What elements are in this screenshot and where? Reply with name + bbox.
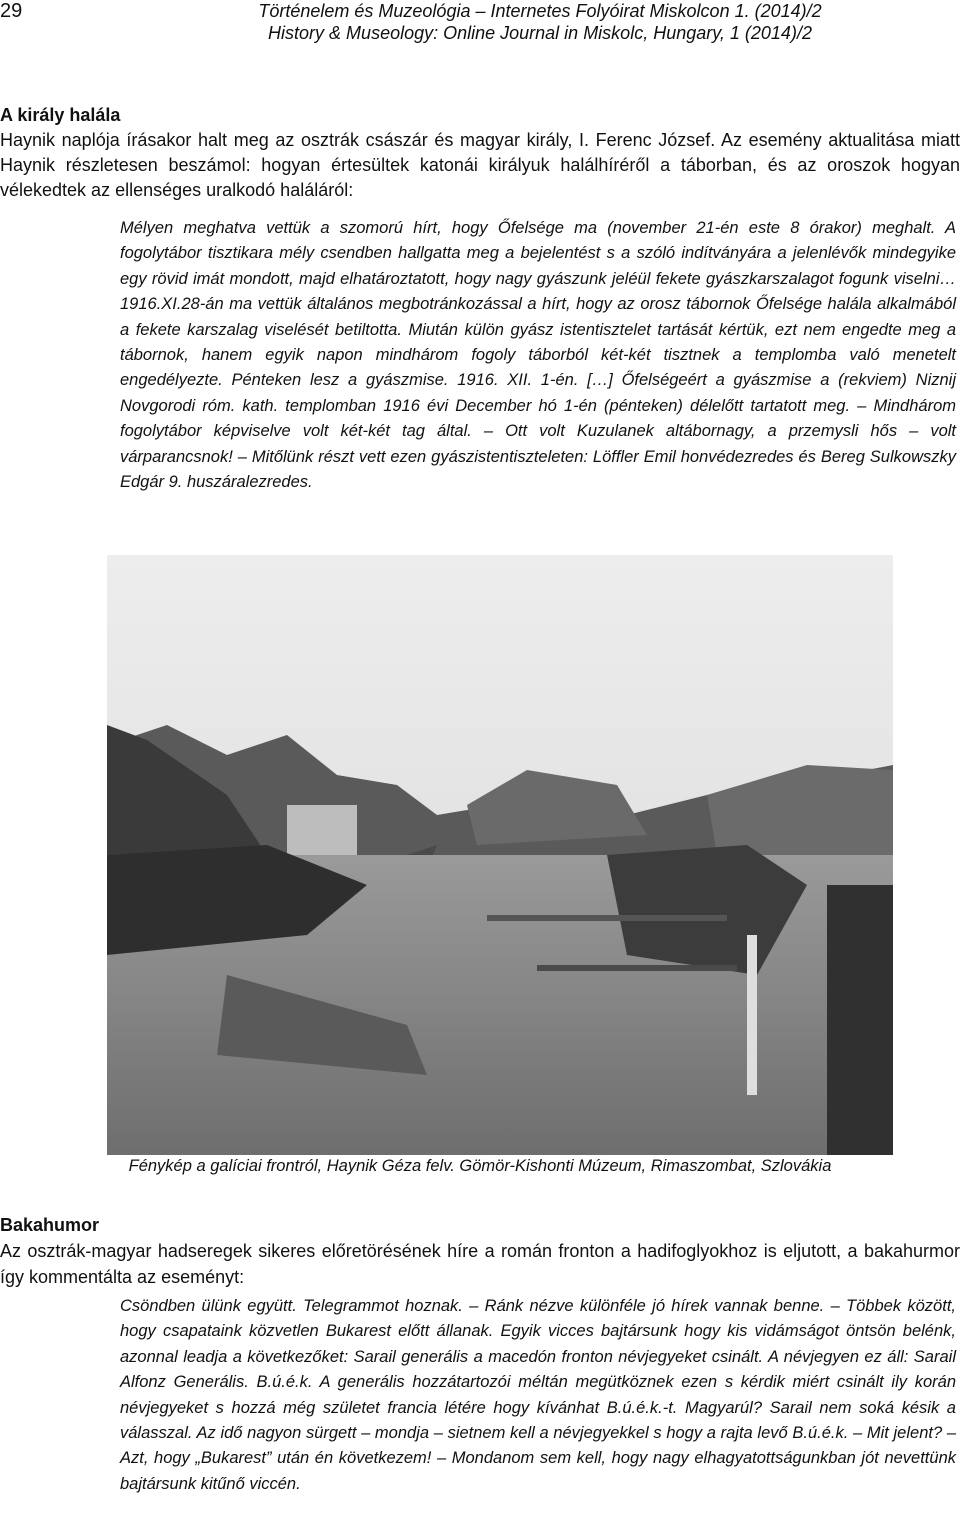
figure-caption: Fénykép a galíciai frontról, Haynik Géza felv. Gömör-Kishonti Múzeum, Rimaszombat, Szlovákia bbox=[128, 1157, 832, 1175]
historical-photograph bbox=[107, 555, 893, 1155]
journal-header bbox=[120, 0, 960, 44]
section-king-death bbox=[0, 103, 960, 203]
anecdote-quote: Csöndben ülünk együtt. Telegrammot hoznak. – Ránk nézve különféle jó hírek vannak benne. – Többek között, hogy csapataink közvetlen Bukarest előtt állanak. Egyik vicces bajtársunk hogy kis vidámságot öntsön belénk, azonnal leadja a következőket: Sarail generális a macedón fronton névjegyeket csinált. A névjegyen ez áll: Sarail Alfonz Generális. B.ú.é.k. A generális hozzátartozói méltán megütköznek ezen s kérdik miért csinált ily korán névjegyeket s hozzá még születet francia létére hogy kívánhat B.ú.é.k.-t. Magyarúl? Sarail nem soká késik a válasszal. Az idő nagyon sürgett – mondja – sietnem kell a névjegyekkel s hogy a rajta levő B.ú.é.k. – Mit jelent? – Azt, hogy „Bukarest” után én következem! – Mondanom sem kell, hogy nagy elhagyatottságunkban jót nevettünk bajtársunk kitűnő viccén. bbox=[120, 1297, 956, 1493]
page-number: 29 bbox=[0, 0, 23, 22]
section-heading: A király halála bbox=[0, 105, 121, 125]
journal-title-en: History & Museology: Online Journal in Miskolc, Hungary, 1 (2014)/2 bbox=[268, 23, 812, 43]
section-heading: Bakahumor bbox=[0, 1215, 100, 1235]
journal-title-hu: Történelem és Muzeológia – Internetes Folyóirat Miskolcon 1. (2014)/2 bbox=[258, 1, 822, 21]
intro-paragraph: Haynik naplója írásakor halt meg az osztrák császár és magyar király, I. Ferenc József. Az esemény aktualitása miatt Haynik részletesen beszámol: hogyan értesültek katonái királyuk halálhíréről a táborban, és az oroszok hogyan vélekedtek az ellenséges uralkodó haláláról: bbox=[0, 130, 960, 200]
diary-quote: Mélyen meghatva vettük a szomorú hírt, hogy Őfelsége ma (november 21-én este 8 órakor) meghalt. A fogolytábor tisztikara mély csendben hallgatta meg a bejelentést s a szóló indítványára a jelenlévők mindegyike egy rövid imát mondott, majd elhatároztatott, hogy nagy gyászunk jeléül fekete gyászkarszalagot fogunk viselni… 1916.XI.28-án ma vettük általános megbotránkozással a hírt, hogy az orosz tábornok Őfelsége halála alkalmából a fekete karszalag viselését betiltotta. Miután külön gyász istentisztelet tartását kértük, ezt nem engedte meg a tábornok, hanem egyik napon mindhárom fogoly táborból két-két tisztnek a templomba való menetelt engedélyezte. Pénteken lesz a gyászmise. 1916. XII. 1-én. […] Őfelségeért a gyászmise a (rekviem) Niznij Novgorodi róm. kath. templomban 1916 évi December hó 1-én (pénteken) délelőtt tartatott meg. – Mindhárom fogolytábor képviselve volt két-két tag által. – Ott volt Kuzulanek altábornagy, a przemysli hős – volt várparancsnok! – Mitőlünk részt vett ezen gyászistentiszteleten: Löffler Emil honvédezredes és Bereg Sulkowszky Edgár 9. huszáralezredes. bbox=[120, 219, 956, 492]
section-soldier-humor bbox=[0, 1212, 960, 1290]
intro-paragraph: Az osztrák-magyar hadseregek sikeres előretörésének híre a román fronton a hadifoglyokhoz is eljutott, a bakahurmor így kommentálta az eseményt: bbox=[0, 1241, 960, 1287]
